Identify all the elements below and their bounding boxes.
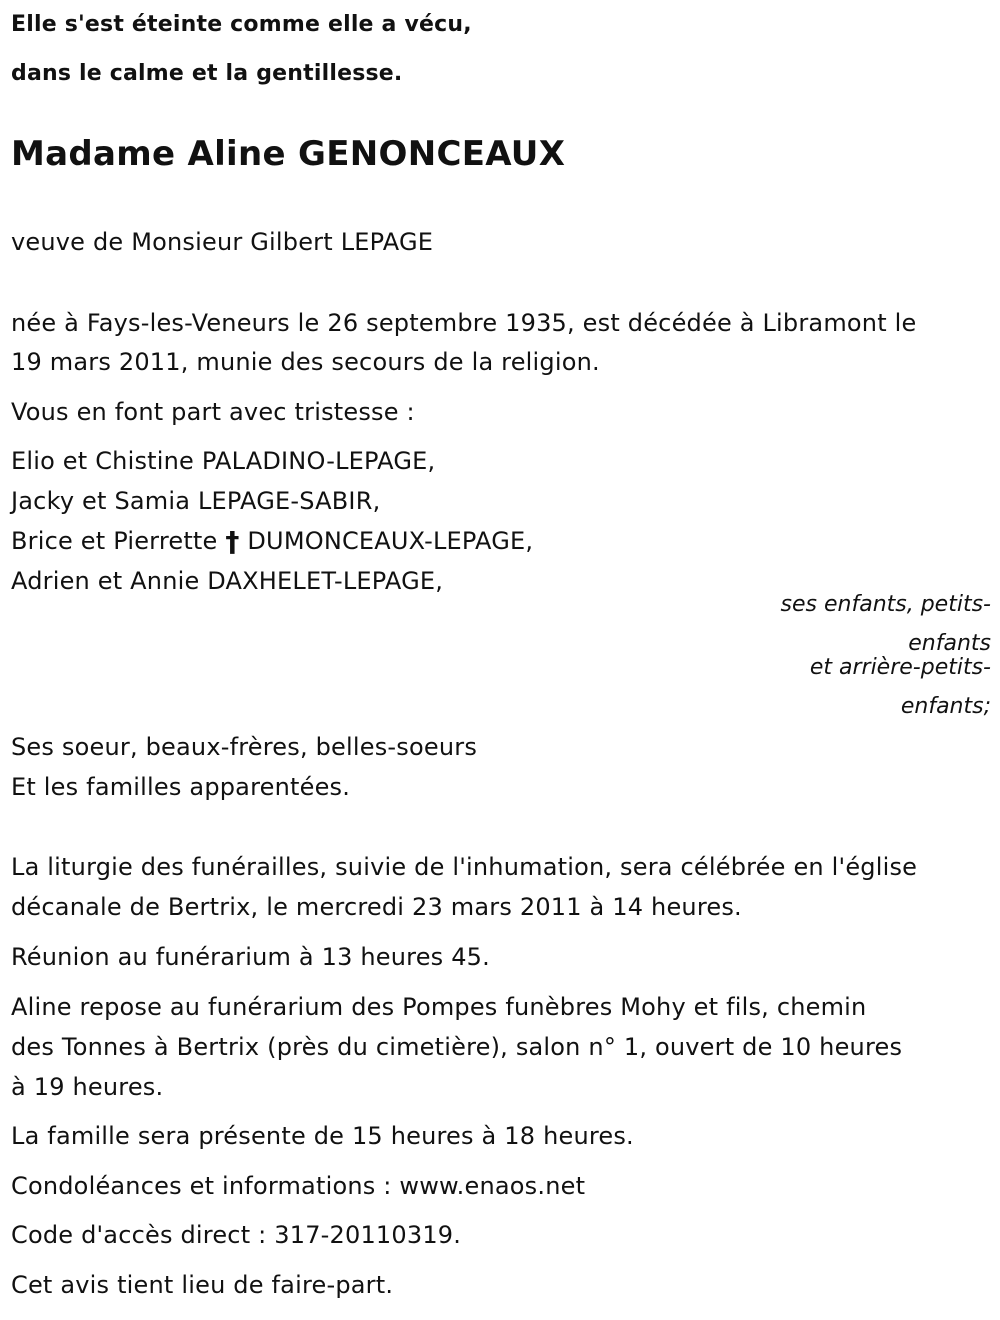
descendants-line-3: et arrière-petits- bbox=[809, 655, 991, 680]
liturgy-line-1: La liturgie des funérailles, suivie de l'inhumation, sera célébrée en l'église bbox=[11, 853, 918, 881]
family-line-start: Brice et Pierrette bbox=[11, 527, 226, 555]
epigraph-line-2: dans le calme et la gentillesse. bbox=[11, 61, 403, 86]
family-line: Adrien et Annie DAXHELET-LEPAGE, bbox=[11, 567, 444, 595]
announcement-intro: Vous en font part avec tristesse : bbox=[11, 398, 415, 426]
meeting-line: Réunion au funérarium à 13 heures 45. bbox=[11, 943, 490, 971]
access-code-line: Code d'accès direct : 317-20110319. bbox=[11, 1221, 462, 1249]
epigraph-line-1: Elle s'est éteinte comme elle a vécu, bbox=[11, 12, 472, 37]
repose-line-3: à 19 heures. bbox=[11, 1073, 164, 1101]
descendants-line-2: enfants bbox=[908, 631, 991, 656]
family-line-end: DUMONCEAUX-LEPAGE, bbox=[239, 527, 534, 555]
notice-line: Cet avis tient lieu de faire-part. bbox=[11, 1271, 394, 1299]
repose-line-1: Aline repose au funérarium des Pompes funèbres Mohy et fils, chemin bbox=[11, 993, 867, 1021]
birth-death-line-2: 19 mars 2011, munie des secours de la religion. bbox=[11, 348, 600, 376]
repose-line-2: des Tonnes à Bertrix (près du cimetière), salon n° 1, ouvert de 10 heures bbox=[11, 1033, 903, 1061]
family-line bbox=[11, 527, 533, 556]
relatives-line-1: Ses soeur, beaux-frères, belles-soeurs bbox=[11, 733, 478, 761]
family-line: Elio et Chistine PALADINO-LEPAGE, bbox=[11, 447, 436, 475]
descendants-line-1: ses enfants, petits- bbox=[780, 592, 991, 617]
descendants-line-4: enfants; bbox=[900, 694, 991, 719]
family-line: Jacky et Samia LEPAGE-SABIR, bbox=[11, 487, 381, 515]
deceased-name: Madame Aline GENONCEAUX bbox=[11, 134, 566, 174]
condolences-line: Condoléances et informations : www.enaos.net bbox=[11, 1172, 586, 1200]
relatives-line-2: Et les familles apparentées. bbox=[11, 773, 351, 801]
birth-death-line-1: née à Fays-les-Veneurs le 26 septembre 1935, est décédée à Libramont le bbox=[11, 309, 917, 337]
liturgy-line-2: décanale de Bertrix, le mercredi 23 mars 2011 à 14 heures. bbox=[11, 893, 742, 921]
widow-of-line: veuve de Monsieur Gilbert LEPAGE bbox=[11, 228, 434, 256]
family-presence-line: La famille sera présente de 15 heures à 18 heures. bbox=[11, 1122, 634, 1150]
cross-icon: † bbox=[225, 525, 240, 558]
